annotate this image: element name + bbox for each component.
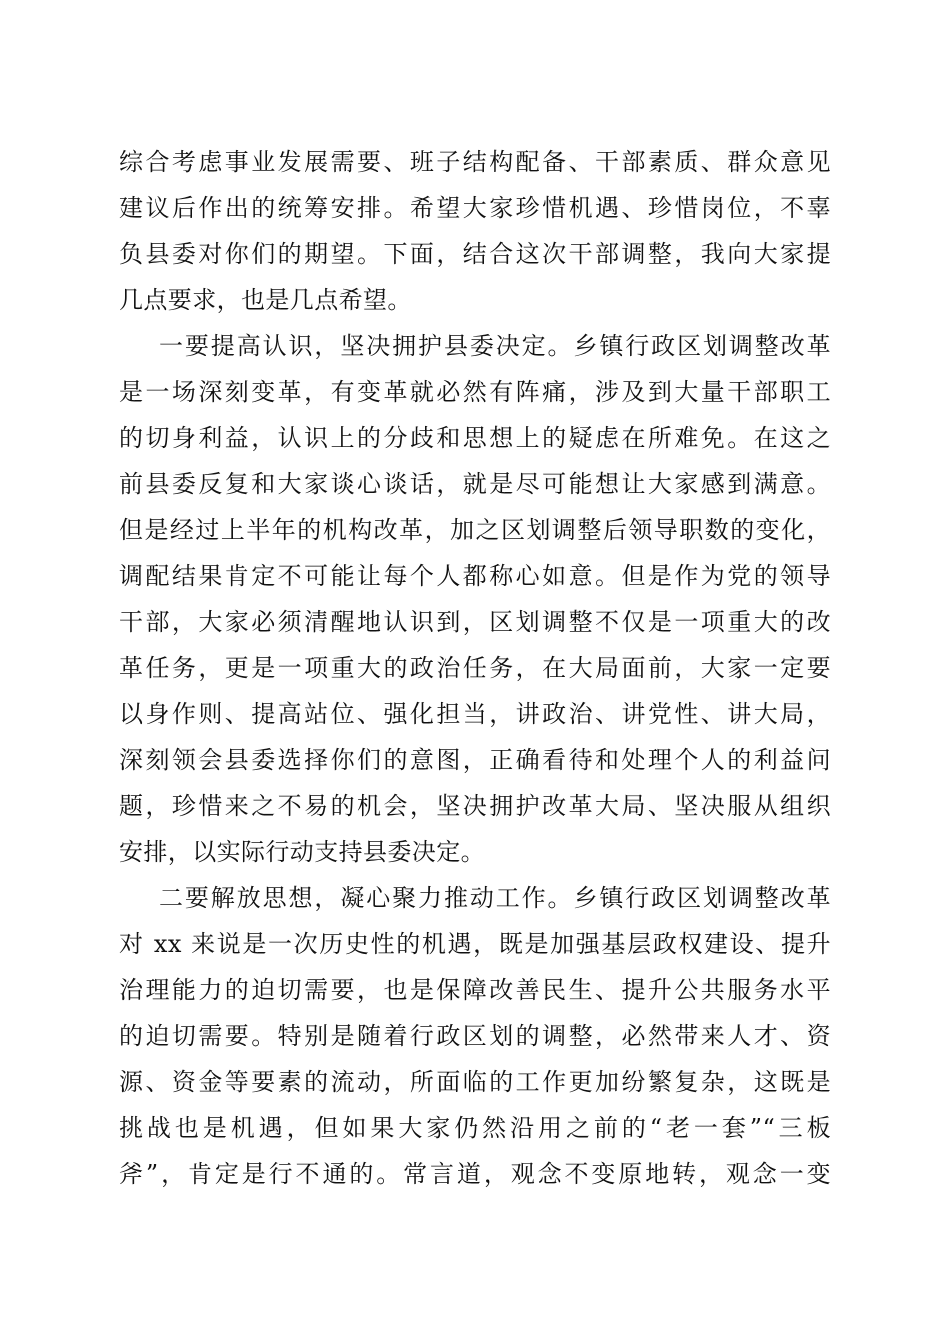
text-line: 安排，以实际行动支持县委决定。 [119,838,485,866]
paragraph-heading-line: 二要解放思想，凝心聚力推动工作。乡镇行政区划调整改革 [159,884,831,912]
text-line: 综合考虑事业发展需要、班子结构配备、干部素质、群众意见 [119,148,831,176]
text-line: 前县委反复和大家谈心谈话，就是尽可能想让大家感到满意。 [119,470,831,498]
text-line: 的迫切需要。特别是随着行政区划的调整，必然带来人才、资 [119,1022,831,1050]
text-line: 但是经过上半年的机构改革，加之区划调整后领导职数的变化， [119,516,831,544]
text-line: 斧”，肯定是行不通的。常言道，观念不变原地转，观念一变 [119,1160,831,1188]
text-line: 几点要求，也是几点希望。 [119,286,412,314]
text-line: 治理能力的迫切需要，也是保障改善民生、提升公共服务水平 [119,976,831,1004]
text-line: 负县委对你们的期望。下面，结合这次干部调整，我向大家提 [119,240,831,268]
paragraph-heading-line: 一要提高认识，坚决拥护县委决定。乡镇行政区划调整改革 [159,332,831,360]
text-line: 调配结果肯定不可能让每个人都称心如意。但是作为党的领导 [119,562,831,590]
text-line: 挑战也是机遇，但如果大家仍然沿用之前的“老一套”“三板 [119,1114,831,1142]
text-line: 题，珍惜来之不易的机会，坚决拥护改革大局、坚决服从组织 [119,792,831,820]
text-line: 源、资金等要素的流动，所面临的工作更加纷繁复杂，这既是 [119,1068,831,1096]
text-line: 革任务，更是一项重大的政治任务，在大局面前，大家一定要 [119,654,831,682]
text-line: 干部，大家必须清醒地认识到，区划调整不仅是一项重大的改 [119,608,831,636]
text-line: 是一场深刻变革，有变革就必然有阵痛，涉及到大量干部职工 [119,378,831,406]
text-line: 建议后作出的统筹安排。希望大家珍惜机遇、珍惜岗位，不辜 [119,194,831,222]
text-line: 以身作则、提高站位、强化担当，讲政治、讲党性、讲大局， [119,700,831,728]
text-line: 深刻领会县委选择你们的意图，正确看待和处理个人的利益问 [119,746,831,774]
text-line: 对 xx 来说是一次历史性的机遇，既是加强基层政权建设、提升 [119,930,831,958]
text-line: 的切身利益，认识上的分歧和思想上的疑虑在所难免。在这之 [119,424,831,452]
